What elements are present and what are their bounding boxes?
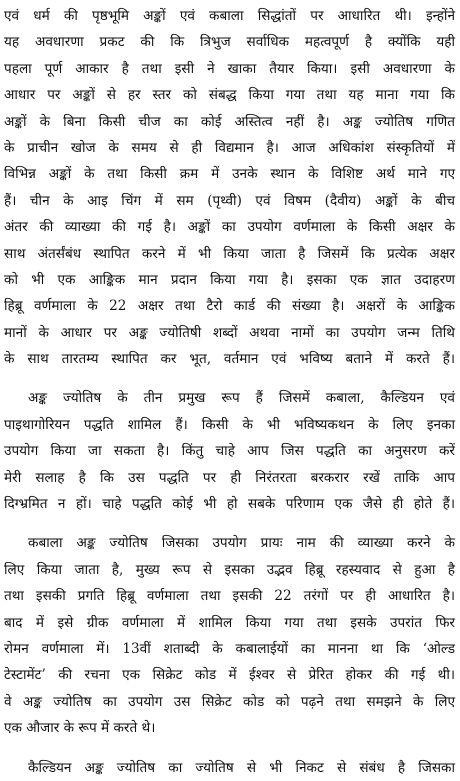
text-line: एवं धर्म की पृष्ठभूमि अङ्कों एवं कबाला सिद्धांतों पर आधारित थी। इन्होंने <box>4 8 455 24</box>
text-line: रोमन वर्णमाला में। 13वीं शताब्दी के कबालाईयों का मानना था कि ‘ओल्ड <box>4 640 455 657</box>
text-line: एक औजार के रूप में करते थे। <box>4 720 156 737</box>
text-line: उपयोग किया जा सकता है। किंतु चाहे आप जिस पद्धति का अनुसरण करें <box>4 443 455 460</box>
text-line: कैल्डियन अङ्क ज्योतिष का ज्योतिष से भी निकट से संबंध है जिसका <box>28 759 455 776</box>
paragraph-2 <box>4 385 455 517</box>
text-line: दिग्भ्रमित न हों। चाहे पद्धति कोई भी हो सबके परिणाम एक जैसे ही होते हैं। <box>4 496 455 513</box>
text-line: मानों के आधार पर अङ्क ज्योतिषी शब्दों अथवा नामों का उपयोग जन्म तिथि <box>4 324 455 341</box>
text-line: पाइथागोरियन पद्धति शामिल हैं। किसी के भी भविष्यकथन के लिए इनका <box>4 416 455 433</box>
text-line: लिए किया जाता है, मुख्य रूप से इसका उद्भव हिब्रू रहस्यवाद से हुआ है <box>4 561 455 578</box>
paragraph-4 <box>4 755 455 781</box>
paragraph-1 <box>4 3 455 372</box>
text-line: के साथ तारतम्य स्थापित कर भूत, वर्तमान एवं भविष्य बताने में करते हैं। <box>4 351 455 368</box>
text-line: के प्राचीन खोज के समय से ही विद्यमान है। आज अधिकांश संस्कृतियों में <box>4 139 455 156</box>
text-line: आधार पर अङ्कों से हर स्तर को संबद्ध किया गया तथा यह माना गया कि <box>4 87 455 104</box>
text-line: साथ अंतर्संबंध स्थापित करने में भी किया जाता है जिसमें कि प्रत्येक अक्षर <box>4 245 455 262</box>
text-line: अंतर की व्याख्या की गई है। अङ्कों का उपयोग वर्णमाला के किसी अक्षर के <box>4 219 455 236</box>
text-line: टेस्टामेंट’ की रचना एक सिक्रेट कोड में ईश्वर से प्रेरित होकर की गई थी। <box>4 667 455 684</box>
text-line: को भी एक आङ्किक मान प्रदान किया गया है। इसका एक ज्ञात उदाहरण <box>4 271 455 288</box>
text-line: वे अङ्क ज्योतिष का उपयोग उस सिक्रेट कोड को पढ़ने तथा समझने के लिए <box>4 693 455 710</box>
text-line: कबाला अङ्क ज्योतिष जिसका उपयोग प्रायः नाम की व्याख्या करने के <box>28 535 455 552</box>
text-line: यह अवधारणा प्रकट की कि त्रिभुज सर्वाधिक महत्वपूर्ण है क्योंकि यही <box>4 34 455 51</box>
text-line: तथा इसकी प्रगति हिब्रू वर्णमाला तथा इसकी 22 तरंगों पर ही आधारित है। <box>4 588 455 605</box>
text-line: हैं। चीन के आइ चिंग में सम (पृथ्वी) एवं विषम (दैवीय) अङ्कों के बीच <box>4 192 455 209</box>
text-line: पहला पूर्ण आकार है तथा इसी ने खाका तैयार किया। इसी अवधारणा के <box>4 60 455 77</box>
text-line: विभिन्न अङ्कों के तथा किसी क्रम में उनके स्थान के विशिष्ट अर्थ माने गए <box>4 166 455 183</box>
text-line: अङ्कों के बिना किसी चीज का कोई अस्तित्व नहीं है। अङ्क ज्योतिष गणित <box>4 113 455 130</box>
text-line: बाद में इसे ग्रीक वर्णमाला में शामिल किया गया तथा इसके उपरांत फिर <box>4 614 455 631</box>
text-line: हिब्रू वर्णमाला के 22 अक्षर तथा टैरो कार्ड की संख्या है। अक्षरों के आङ्किक <box>4 298 455 315</box>
text-line: अङ्क ज्योतिष के तीन प्रमुख रूप हैं जिसमें कबाला, कैल्डियन एवं <box>28 390 455 407</box>
text-line: मेरी सलाह है कि उस पद्धति पर ही निरंतरता बरकरार रखें ताकि आप <box>4 469 455 486</box>
paragraph-3 <box>4 530 455 741</box>
